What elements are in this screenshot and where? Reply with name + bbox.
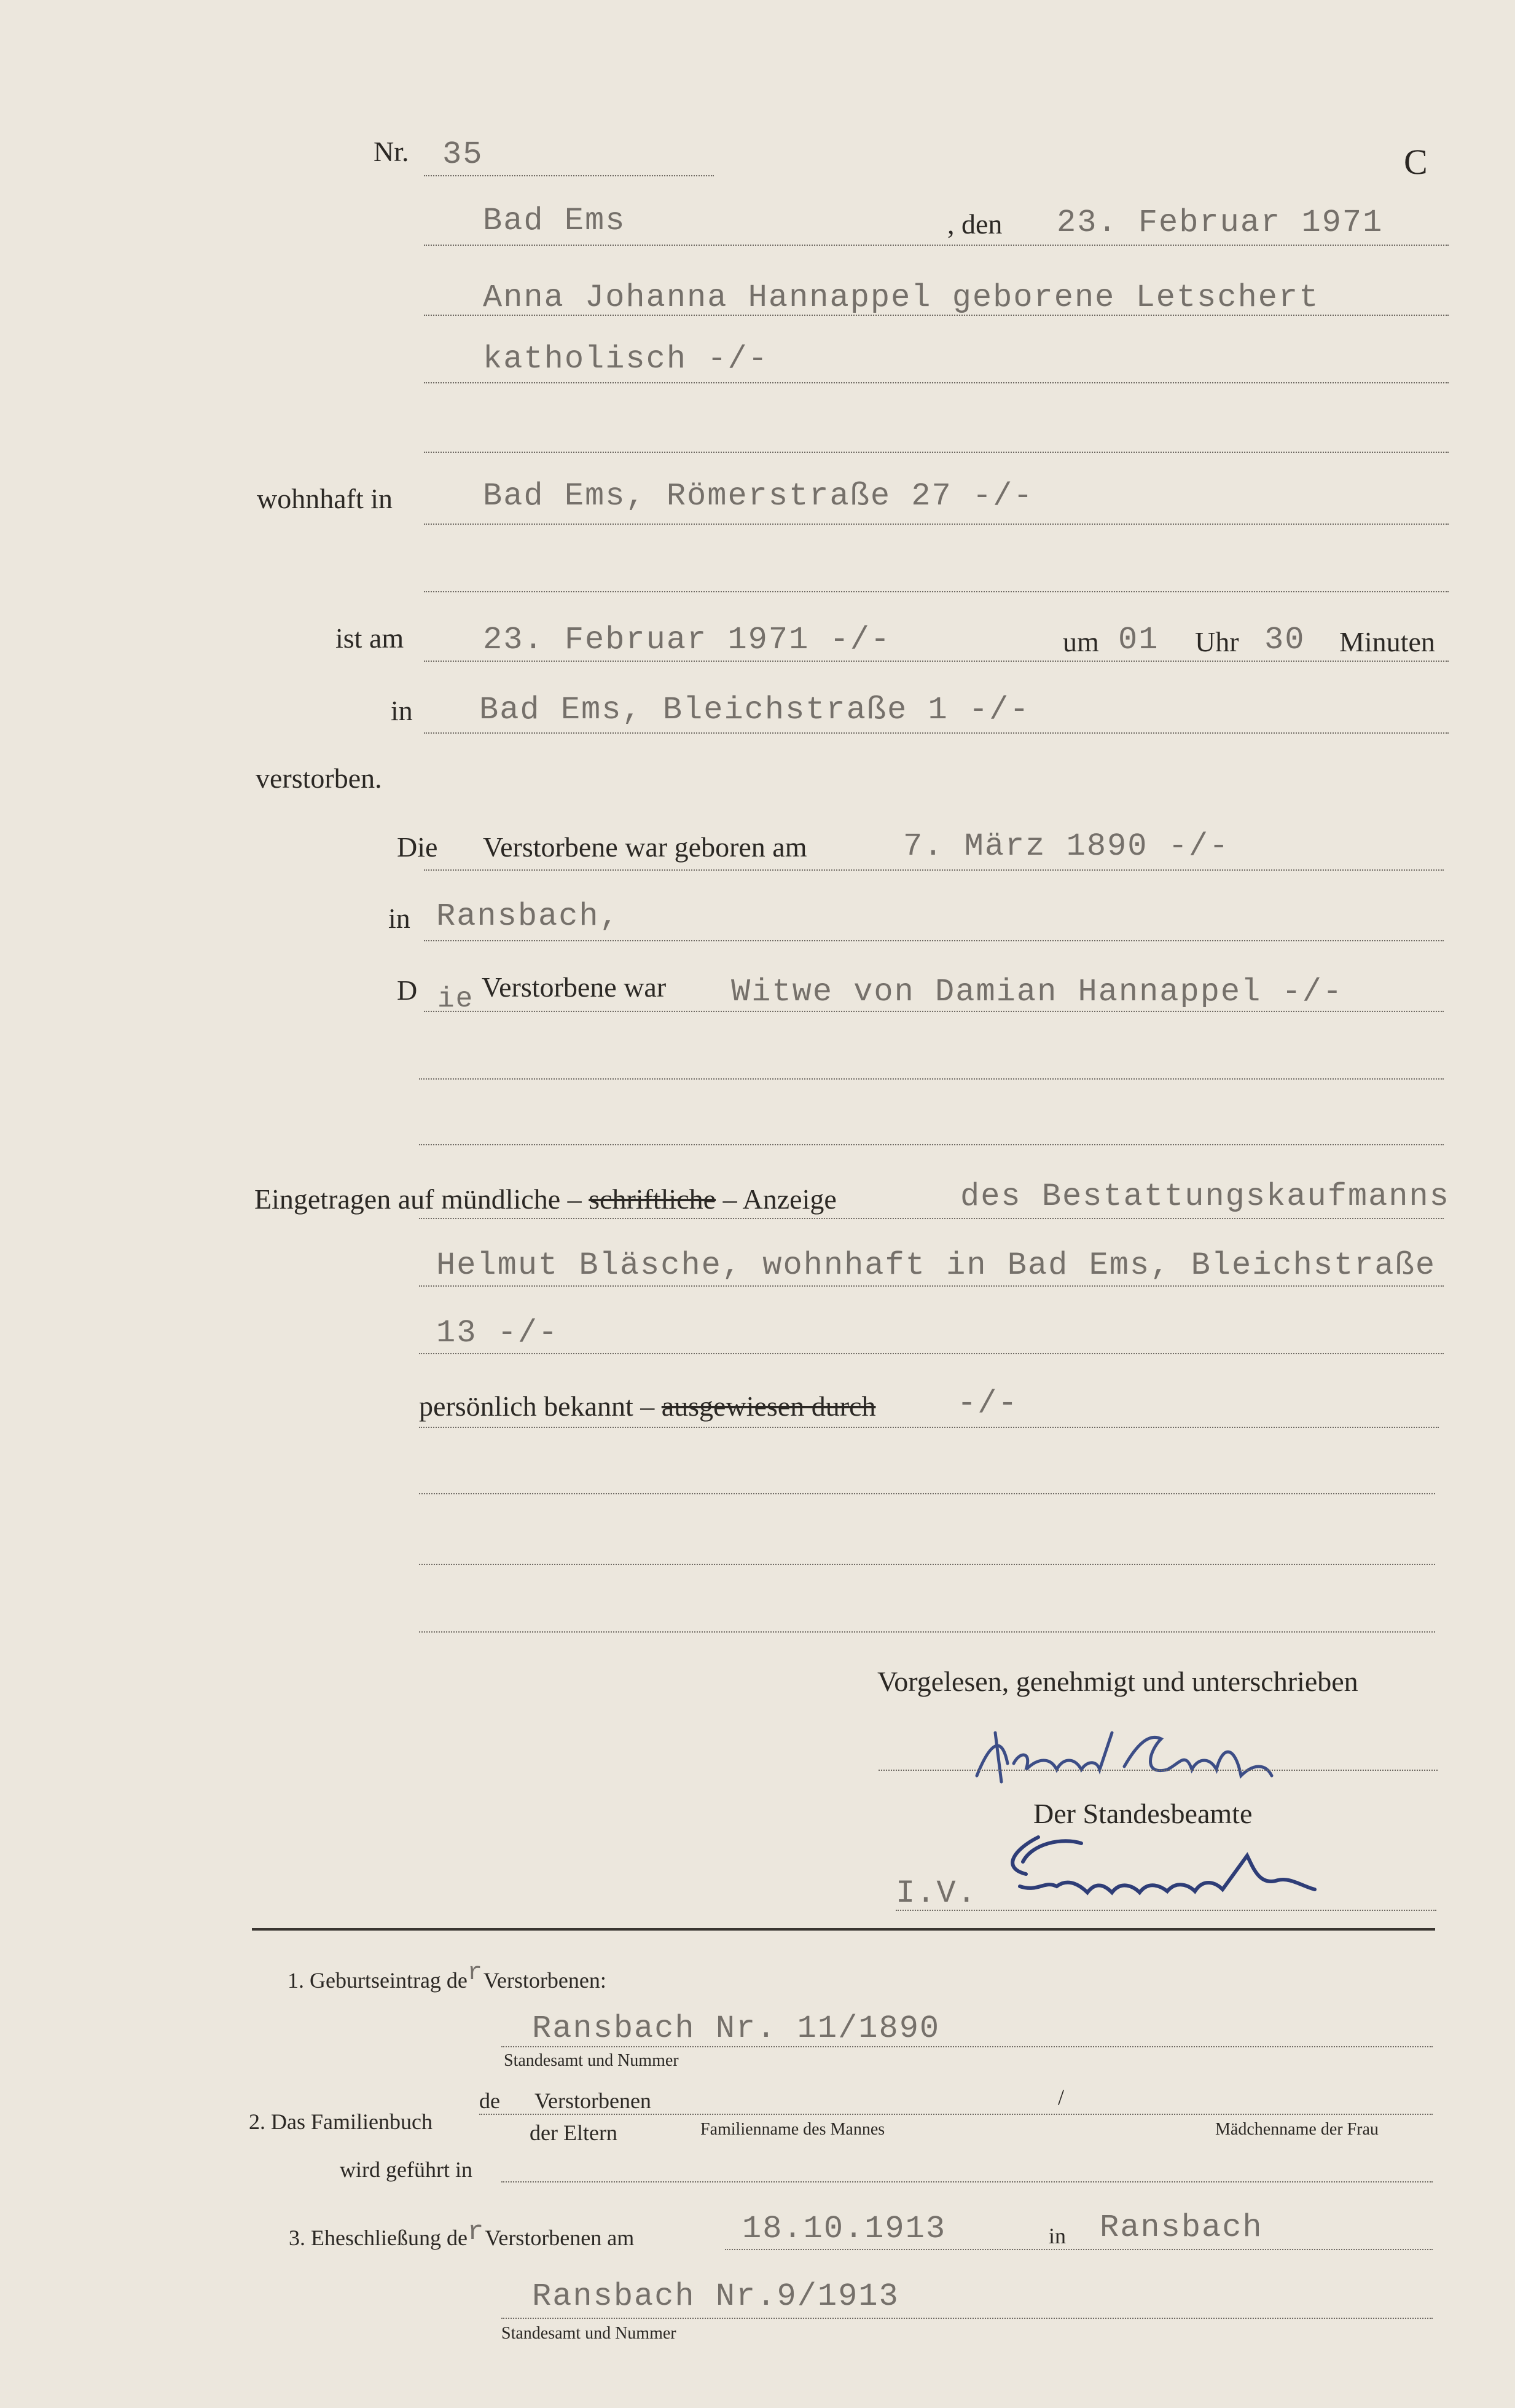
registrar-signature <box>989 1819 1333 1917</box>
informant-line-3: 13 -/- <box>436 1315 559 1351</box>
death-minute: 30 <box>1264 622 1306 658</box>
note-1-label <box>288 1959 606 1996</box>
line-note-3 <box>725 2249 1433 2250</box>
minuten-label: Minuten <box>1339 626 1435 657</box>
informant-line-2: Helmut Bläsche, wohnhaft in Bad Ems, Bleichstraße <box>436 1247 1436 1284</box>
read-signed-label: Vorgelesen, genehmigt und unterschrieben <box>877 1666 1358 1697</box>
note-2-label: 2. Das Familienbuch <box>249 2109 433 2134</box>
registration-label <box>254 1183 837 1215</box>
informant-line-1: des Bestattungskaufmanns <box>960 1179 1450 1215</box>
line-name <box>424 315 1449 316</box>
uhr-label: Uhr <box>1195 626 1239 657</box>
identity-label <box>419 1390 875 1422</box>
line-marital <box>424 1011 1444 1012</box>
registration-label-struck: schriftliche <box>589 1183 716 1215</box>
residence-value: Bad Ems, Römerstraße 27 -/- <box>483 478 1034 514</box>
identity-known: persönlich bekannt – <box>419 1390 655 1422</box>
birth-place: Ransbach, <box>436 898 620 935</box>
note-3-date: 18.10.1913 <box>742 2211 947 2247</box>
section-divider <box>252 1928 1435 1931</box>
entry-number: 35 <box>442 136 483 173</box>
nr-label: Nr. <box>374 136 409 167</box>
line-death-date <box>424 661 1449 662</box>
line-religion <box>424 382 1449 383</box>
note-3-label <box>289 2217 635 2254</box>
registration-label-end: – Anzeige <box>722 1183 837 1215</box>
note-2-der-eltern: der Eltern <box>530 2120 617 2145</box>
death-hour: 01 <box>1118 622 1159 658</box>
registration-label-start: Eingetragen auf mündliche – <box>254 1183 582 1215</box>
deceased-name: Anna Johanna Hannappel geborene Letschert <box>483 280 1320 316</box>
note-2-familienname: Familienname des Mannes <box>700 2120 885 2139</box>
marital-d-prefix: D <box>397 975 418 1006</box>
line-blank-1 <box>424 452 1449 453</box>
note-2-gefuehrt: wird geführt in <box>340 2157 472 2182</box>
line-note-2 <box>479 2114 1433 2115</box>
registry-date: 23. Februar 1971 <box>1057 205 1384 241</box>
line-place-date <box>424 245 1449 246</box>
identity-value: -/- <box>957 1386 1019 1422</box>
marital-value: Witwe von Damian Hannappel -/- <box>731 974 1344 1010</box>
death-place: Bad Ems, Bleichstraße 1 -/- <box>479 692 1030 728</box>
birth-label: Verstorbene war geboren am <box>483 831 807 863</box>
line-note-3b <box>501 2318 1433 2319</box>
line-identity <box>419 1427 1439 1428</box>
line-birth-place <box>424 940 1444 941</box>
line-informant-signature <box>879 1770 1438 1771</box>
death-in-label: in <box>391 695 413 726</box>
note-3-marriage-record: Ransbach Nr.9/1913 <box>532 2278 899 2315</box>
line-blank-6 <box>419 1564 1435 1565</box>
line-blank-4 <box>419 1144 1444 1145</box>
note-3-r: r <box>467 2217 485 2248</box>
note-1-label-start: 1. Geburtseintrag de <box>288 1968 468 1993</box>
note-3-in: in <box>1049 2224 1067 2248</box>
note-2-verstorbenen: Verstorbenen <box>534 2088 651 2113</box>
birth-date: 7. März 1890 -/- <box>903 828 1230 865</box>
residence-label: wohnhaft in <box>257 483 393 514</box>
note-3-label-start: 3. Eheschließung de <box>289 2226 468 2250</box>
identity-struck: ausgewiesen durch <box>661 1390 876 1422</box>
iv-label: I.V. <box>896 1875 977 1912</box>
death-date: 23. Februar 1971 -/- <box>483 622 891 658</box>
birth-in-label: in <box>388 903 410 934</box>
line-blank-7 <box>419 1631 1435 1633</box>
note-2-de: de <box>479 2088 500 2113</box>
line-registrar-signature <box>896 1910 1436 1911</box>
note-3-place: Ransbach <box>1100 2210 1263 2246</box>
note-2-slash: / <box>1058 2085 1065 2109</box>
note-3-caption: Standesamt und Nummer <box>501 2324 676 2343</box>
verstorben-label: verstorben. <box>256 763 382 794</box>
note-1-label-end: Verstorbenen: <box>483 1968 606 1993</box>
line-blank-5 <box>419 1493 1435 1494</box>
note-1-caption: Standesamt und Nummer <box>504 2051 679 2070</box>
note-1-r: r <box>467 1959 483 1987</box>
form-letter: C <box>1404 142 1428 182</box>
um-label: um <box>1063 626 1099 657</box>
note-1-birth-record: Ransbach Nr. 11/1890 <box>532 2010 941 2047</box>
line-informant-1 <box>419 1218 1444 1219</box>
death-date-label: ist am <box>335 622 404 654</box>
line-note-2b <box>501 2181 1433 2182</box>
line-blank-3 <box>419 1078 1444 1080</box>
note-3-label-end: Verstorbenen am <box>485 2226 635 2250</box>
informant-signature <box>965 1708 1333 1794</box>
note-2-maedchenname: Mädchenname der Frau <box>1215 2120 1379 2139</box>
deceased-religion: katholisch -/- <box>483 341 769 377</box>
nr-underline <box>424 175 714 176</box>
line-residence <box>424 524 1449 525</box>
line-birth-date <box>424 869 1444 871</box>
line-death-place <box>424 732 1449 734</box>
line-informant-3 <box>419 1353 1444 1354</box>
marital-ie-suffix: ie <box>437 983 474 1015</box>
den-label: , den <box>947 208 1003 240</box>
birth-die-prefix: Die <box>397 831 438 863</box>
registrar-label: Der Standesbeamte <box>1033 1798 1253 1829</box>
line-blank-2 <box>424 591 1449 592</box>
line-informant-2 <box>419 1285 1444 1287</box>
registry-place: Bad Ems <box>483 203 626 239</box>
marital-label: Verstorbene war <box>482 971 667 1003</box>
line-note-1 <box>501 2046 1433 2047</box>
